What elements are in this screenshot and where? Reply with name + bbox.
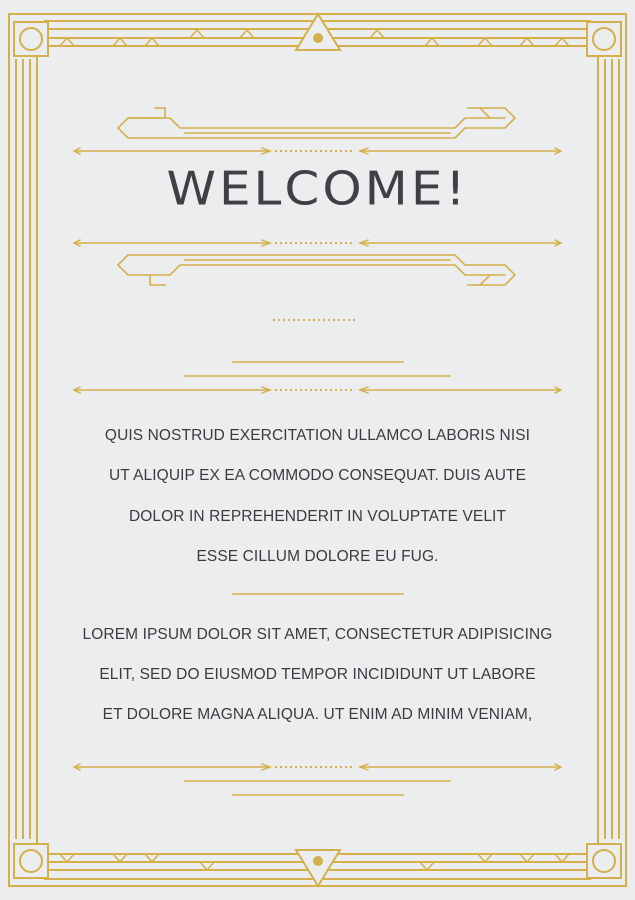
top-center-triangle: [296, 14, 340, 50]
paragraph1-line4: ESSE CILLUM DOLORE EU FUG.: [196, 548, 439, 565]
page-title: WELCOME!: [166, 162, 469, 216]
outer-border: [9, 14, 626, 886]
top-arrow-line: [74, 148, 561, 154]
paragraph2-line1: LOREM IPSUM DOLOR SIT AMET, CONSECTETUR ADIPISICING: [82, 626, 553, 643]
mid-arrow-line: [74, 240, 561, 246]
arrow-line-3: [74, 764, 561, 770]
bottom-center-triangle: [296, 850, 340, 886]
top-ornament: [118, 108, 515, 138]
paragraph1-line1: QUIS NOSTRUD EXERCITATION ULLAMCO LABORIS NISI: [104, 427, 531, 444]
bottom-ornament: [118, 255, 515, 285]
paragraph2-line3: ET DOLORE MAGNA ALIQUA. UT ENIM AD MINIM VENIAM,: [102, 706, 533, 723]
paragraph1-line3: DOLOR IN REPREHENDERIT IN VOLUPTATE VELIT: [128, 508, 507, 525]
paragraph2-line2: ELIT, SED DO EIUSMOD TEMPOR INCIDIDUNT UT LABORE: [99, 666, 536, 683]
dotted-accents: [313, 33, 323, 866]
paragraph1-line2: UT ALIQUIP EX EA COMMODO CONSEQUAT. DUIS AUTE: [108, 467, 527, 484]
arrow-line-2: [74, 387, 561, 393]
